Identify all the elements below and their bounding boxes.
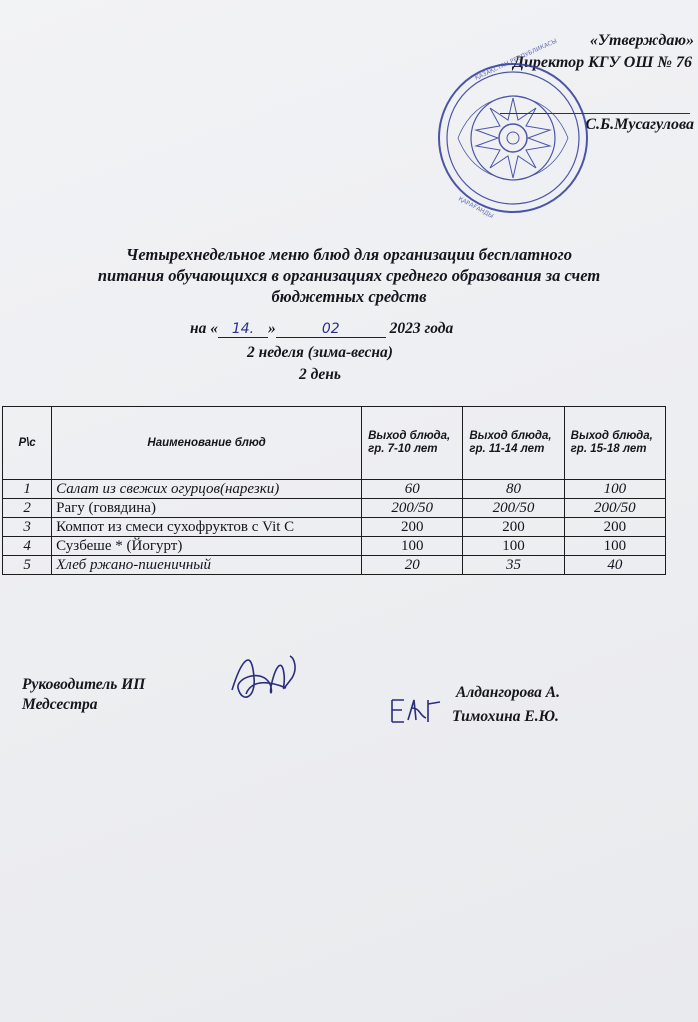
table-row bbox=[3, 480, 666, 499]
date-line bbox=[190, 320, 453, 338]
header-yield-15-18: Выход блюда, гр. 15-18 лет bbox=[564, 407, 665, 480]
table-row bbox=[3, 537, 666, 556]
table-row bbox=[3, 499, 666, 518]
nurse-signature bbox=[386, 694, 446, 728]
row-num: 2 bbox=[3, 499, 52, 518]
row-yield-1: 60 bbox=[362, 480, 463, 499]
head-signature bbox=[212, 638, 312, 718]
title-line-3: бюджетных средств bbox=[271, 287, 427, 306]
table-header-row bbox=[3, 407, 666, 480]
row-yield-3: 40 bbox=[564, 556, 665, 575]
menu-table bbox=[2, 406, 666, 575]
table-row bbox=[3, 556, 666, 575]
row-yield-1: 20 bbox=[362, 556, 463, 575]
row-yield-3: 200/50 bbox=[564, 499, 665, 518]
row-dish: Рагу (говядина) bbox=[52, 499, 362, 518]
row-num: 1 bbox=[3, 480, 52, 499]
row-yield-2: 35 bbox=[463, 556, 564, 575]
signer-name-head: Алдангорова А. bbox=[456, 684, 560, 701]
row-dish: Салат из свежих огурцов(нарезки) bbox=[52, 480, 362, 499]
row-yield-3: 100 bbox=[564, 480, 665, 499]
date-mid: » bbox=[267, 320, 276, 337]
row-dish: Сузбеше * (Йогурт) bbox=[52, 537, 362, 556]
approval-position: Директор КГУ ОШ № 76 bbox=[513, 54, 692, 71]
date-month: 02 bbox=[276, 321, 386, 338]
row-yield-3: 200 bbox=[564, 518, 665, 537]
row-dish: Хлеб ржано-пшеничный bbox=[52, 556, 362, 575]
row-yield-2: 200/50 bbox=[463, 499, 564, 518]
week-label: 2 неделя (зима-весна) bbox=[247, 344, 393, 361]
row-num: 3 bbox=[3, 518, 52, 537]
row-yield-2: 80 bbox=[463, 480, 564, 499]
row-yield-3: 100 bbox=[564, 537, 665, 556]
row-num: 4 bbox=[3, 537, 52, 556]
signer-role-head: Руководитель ИП bbox=[22, 676, 146, 693]
svg-text:ҚАЗАҚСТАН РЕСПУБЛИКАСЫ: ҚАЗАҚСТАН РЕСПУБЛИКАСЫ bbox=[473, 37, 559, 82]
row-dish: Компот из смеси сухофруктов с Vit C bbox=[52, 518, 362, 537]
header-num: Р\с bbox=[3, 407, 52, 480]
row-yield-2: 200 bbox=[463, 518, 564, 537]
approval-heading: «Утверждаю» bbox=[589, 32, 694, 49]
date-day: 14. bbox=[218, 321, 268, 338]
row-yield-2: 100 bbox=[463, 537, 564, 556]
approval-name: С.Б.Мусагулова bbox=[585, 116, 694, 133]
row-yield-1: 100 bbox=[362, 537, 463, 556]
document-title bbox=[0, 244, 698, 307]
table-row bbox=[3, 518, 666, 537]
header-name: Наименование блюд bbox=[52, 407, 362, 480]
svg-text:ҚАРАҒАНДЫ: ҚАРАҒАНДЫ bbox=[457, 195, 495, 220]
header-yield-11-14: Выход блюда, гр. 11-14 лет bbox=[463, 407, 564, 480]
header-yield-7-10: Выход блюда, гр. 7-10 лет bbox=[362, 407, 463, 480]
signer-role-nurse: Медсестра bbox=[22, 696, 98, 713]
date-prefix: на « bbox=[190, 320, 218, 337]
row-yield-1: 200 bbox=[362, 518, 463, 537]
signer-name-nurse: Тимохина Е.Ю. bbox=[452, 708, 559, 725]
title-line-2: питания обучающихся в организациях среднего образования за счет bbox=[97, 266, 601, 285]
row-num: 5 bbox=[3, 556, 52, 575]
row-yield-1: 200/50 bbox=[362, 499, 463, 518]
day-label: 2 день bbox=[299, 366, 341, 383]
date-suffix: 2023 года bbox=[385, 320, 454, 337]
title-line-1: Четырехнедельное меню блюд для организации бесплатного bbox=[126, 245, 572, 264]
